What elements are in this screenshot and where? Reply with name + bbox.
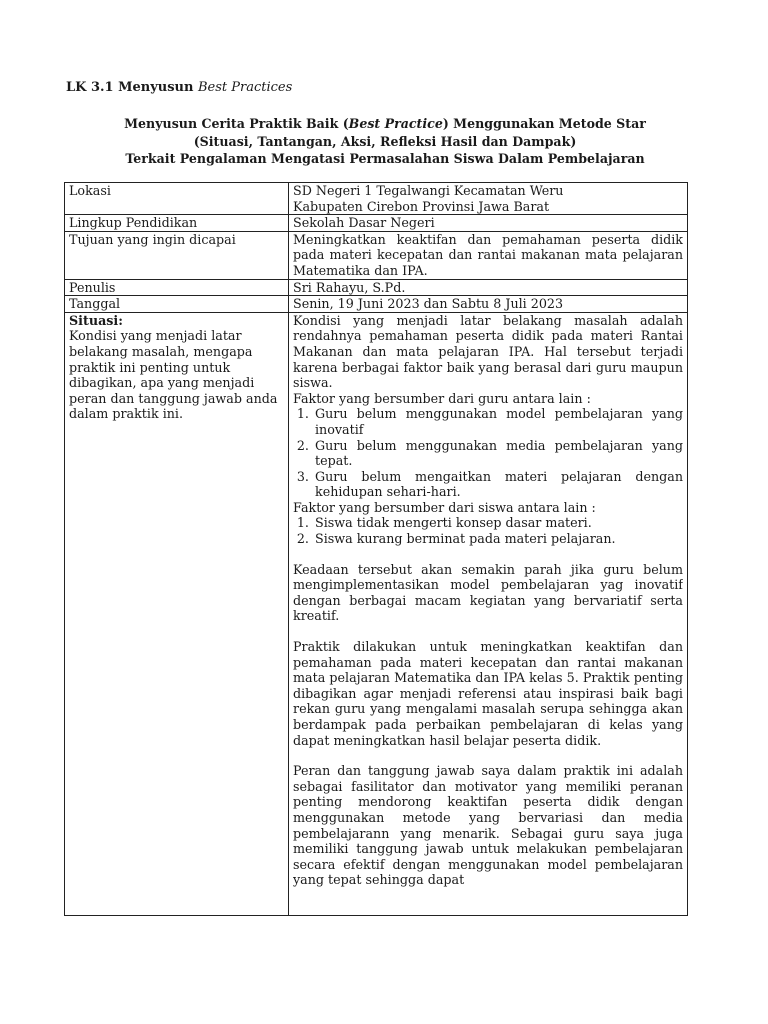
worksheet-label-prefix: LK 3.1 Menyusun xyxy=(66,80,194,95)
faktor-siswa-list xyxy=(293,515,683,546)
title-line-3: Terkait Pengalaman Mengatasi Permasalahan Siswa Dalam Pembelajaran xyxy=(125,151,645,166)
list-item: 2. Guru belum menggunakan media pembelajaran yang tepat. xyxy=(313,438,683,469)
row-tanggal xyxy=(65,296,688,313)
paragraph-keadaan: Keadaan tersebut akan semakin parah jika guru belum mengimplementasikan model pembelajaran yag inovatif dengan berbagai macam kegiatan yang bervariatif serta kreatif. xyxy=(293,561,683,624)
situasi-intro: Kondisi yang menjadi latar belakang masalah adalah rendahnya pemahaman peserta didik pada materi Rantai Makanan dan mata pelajaran IPA. Hal tersebut terjadi karena berbagai faktor baik yang berasal dari guru maupun siswa. xyxy=(293,312,683,391)
title-line-1-post: ) Menggunakan Metode Star xyxy=(442,116,646,131)
faktor-guru-list xyxy=(293,406,683,500)
label-lingkup-pendidikan: Lingkup Pendidikan xyxy=(65,215,289,232)
title-line-1 xyxy=(60,115,710,133)
title-line-1-italic: Best Practice xyxy=(348,116,443,131)
label-situasi xyxy=(65,312,289,915)
row-penulis xyxy=(65,279,688,296)
paragraph-gap xyxy=(293,748,683,763)
paragraph-gap xyxy=(293,624,683,639)
row-lingkup-pendidikan xyxy=(65,215,688,232)
paragraph-peran: Peran dan tanggung jawab saya dalam praktik ini adalah sebagai fasilitator dan motivator yang memiliki peranan penting mendorong keaktifan peserta didik dengan menggunakan metode yang bervariasi dan media pembelajarann yang menarik. Sebagai guru saya juga memiliki tanggung jawab untuk melakukan pembelajaran secara efektif dengan menggunakan model pembelajaran yang tepat sehingga dapat xyxy=(293,763,683,888)
worksheet-label-italic: Best Practices xyxy=(197,80,293,95)
title-line-2: (Situasi, Tantangan, Aksi, Refleksi Hasil dan Dampak) xyxy=(193,133,577,149)
faktor-guru-heading: Faktor yang bersumber dari guru antara lain : xyxy=(293,390,591,406)
document-title xyxy=(60,115,710,168)
row-situasi xyxy=(65,312,688,915)
row-tujuan xyxy=(65,231,688,279)
list-item: 3. Guru belum mengaitkan materi pelajaran dengan kehidupan sehari-hari. xyxy=(313,469,683,500)
label-tujuan: Tujuan yang ingin dicapai xyxy=(65,231,289,279)
list-item: 2. Siswa kurang berminat pada materi pelajaran. xyxy=(313,531,683,547)
value-tanggal: Senin, 19 Juni 2023 dan Sabtu 8 Juli 2023 xyxy=(289,296,688,313)
worksheet-label xyxy=(66,80,292,95)
value-lingkup-pendidikan: Sekolah Dasar Negeri xyxy=(289,215,688,232)
list-item: 1. Guru belum menggunakan model pembelajaran yang inovatif xyxy=(313,406,683,437)
title-line-1-pre: Menyusun Cerita Praktik Baik ( xyxy=(124,116,349,131)
value-penulis: Sri Rahayu, S.Pd. xyxy=(289,279,688,296)
value-lokasi-line-2: Kabupaten Cirebon Provinsi Jawa Barat xyxy=(293,198,550,214)
situasi-heading: Situasi: xyxy=(69,312,123,328)
situasi-content xyxy=(293,313,683,915)
value-lokasi-line-1: SD Negeri 1 Tegalwangi Kecamatan Weru xyxy=(293,183,564,198)
value-tujuan: Meningkatkan keaktifan dan pemahaman peserta didik pada materi kecepatan dan rantai makanan mata pelajaran Matematika dan IPA. xyxy=(289,231,688,279)
faktor-siswa-heading: Faktor yang bersumber dari siswa antara lain : xyxy=(293,499,596,515)
label-penulis: Penulis xyxy=(65,279,289,296)
paragraph-praktik: Praktik dilakukan untuk meningkatkan keaktifan dan pemahaman pada materi kecepatan dan rantai makanan mata pelajaran Matematika dan IPA kelas 5. Praktik penting dibagikan agar menjadi referensi atau inspirasi baik bagi rekan guru yang mengalami masalah serupa sehingga akan berdampak pada perbaikan pembelajaran di kelas yang dapat meningkatkan hasil belajar peserta didik. xyxy=(293,639,683,748)
paragraph-gap xyxy=(293,547,683,562)
best-practice-form-table xyxy=(64,182,688,916)
situasi-description: Kondisi yang menjadi latar belakang masalah, mengapa praktik ini penting untuk dibagikan, apa yang menjadi peran dan tanggung jawab anda dalam praktik ini. xyxy=(69,328,278,422)
value-situasi xyxy=(289,312,688,915)
list-item: 1. Siswa tidak mengerti konsep dasar materi. xyxy=(313,515,683,531)
value-lokasi xyxy=(289,183,688,215)
label-tanggal: Tanggal xyxy=(65,296,289,313)
row-lokasi xyxy=(65,183,688,215)
label-lokasi: Lokasi xyxy=(65,183,289,215)
